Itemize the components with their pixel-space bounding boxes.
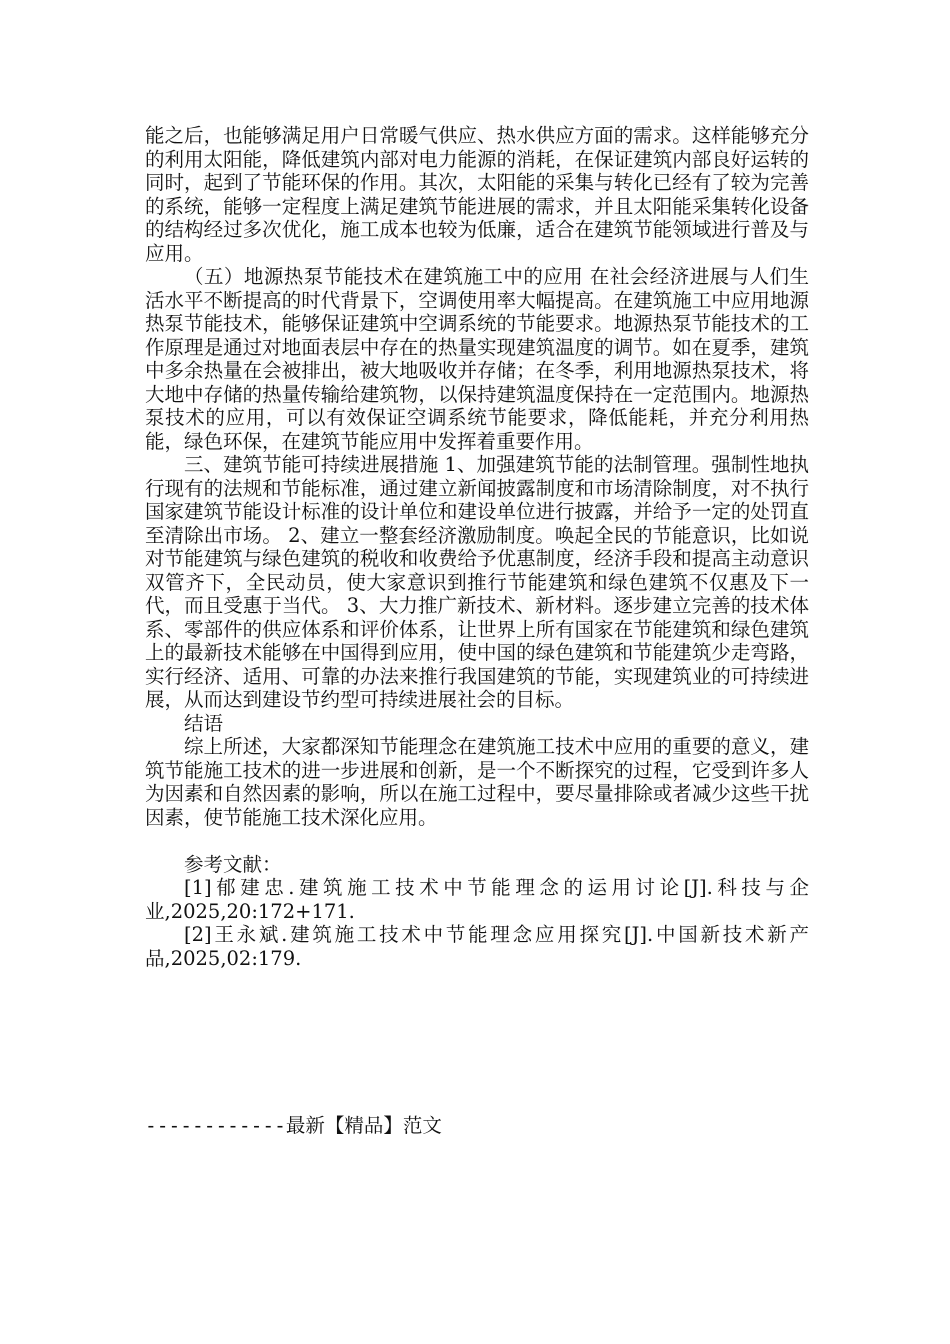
reference-item-2: [2]王永斌.建筑施工技术中节能理念应用探究[J].中国新技术新产品,2025,02:179. bbox=[145, 923, 809, 970]
document-page bbox=[145, 124, 809, 970]
conclusion-heading: 结语 bbox=[184, 711, 224, 735]
footer-line bbox=[145, 1114, 442, 1138]
body-paragraph-geothermal: （五）地源热泵节能技术在建筑施工中的应用 在社会经济进展与人们生活水平不断提高的时代背景下，空调使用率大幅提高。在建筑施工中应用地源热泵节能技术，能够保证建筑中空调系统的节能要求。地源热泵节能技术的工作原理是通过对地面表层中存在的热量实现建筑温度的调节。如在夏季，建筑中多余热量在会被排出，被大地吸收并存储；在冬季，利用地源热泵技术，将大地中存储的热量传输给建筑物，以保持建筑温度保持在一定范围内。地源热泵技术的应用，可以有效保证空调系统节能要求，降低能耗，并充分利用热能，绿色环保，在建筑节能应用中发挥着重要作用。 bbox=[145, 265, 809, 453]
body-paragraph-conclusion: 综上所述，大家都深知节能理念在建筑施工技术中应用的重要的意义，建筑节能施工技术的进一步进展和创新，是一个不断探究的过程，它受到许多人为因素和自然因素的影响，所以在施工过程中，要尽量排除或者减少这些干扰因素，使节能施工技术深化应用。 bbox=[145, 735, 809, 829]
body-paragraph-solar: 能之后，也能够满足用户日常暖气供应、热水供应方面的需求。这样能够充分的利用太阳能，降低建筑内部对电力能源的消耗，在保证建筑内部良好运转的同时，起到了节能环保的作用。其次，太阳能的采集与转化已经有了较为完善的系统，能够一定程度上满足建筑节能进展的需求，并且太阳能采集转化设备的结构经过多次优化，施工成本也较为低廉，适合在建筑节能领域进行普及与应用。 bbox=[145, 124, 809, 265]
reference-item-1: [1]郁建忠.建筑施工技术中节能理念的运用讨论[J].科技与企业,2025,20:172+171. bbox=[145, 876, 809, 923]
footer-dashes: ------------ bbox=[145, 1114, 286, 1137]
references-heading: 参考文献： bbox=[184, 852, 282, 876]
body-paragraph-measures: 三、建筑节能可持续进展措施 1、加强建筑节能的法制管理。强制性地执行现有的法规和节能标准，通过建立新闻披露制度和市场清除制度，对不执行国家建筑节能设计标准的设计单位和建设单位进行披露，并给予一定的处罚直至清除出市场。 2、建立一整套经济激励制度。唤起全民的节能意识，比如说对节能建筑与绿色建筑的税收和收费给予优惠制度，经济手段和提高主动意识双管齐下，全民动员，使大家意识到推行节能建筑和绿色建筑不仅惠及下一代，而且受惠于当代。 3、大力推广新技术、新材料。逐步建立完善的技术体系、零部件的供应体系和评价体系，让世界上所有国家在节能建筑和绿色建筑上的最新技术能够在中国得到应用，使中国的绿色建筑和节能建筑少走弯路，实行经济、适用、可靠的办法来推行我国建筑的节能，实现建筑业的可持续进展，从而达到建设节约型可持续进展社会的目标。 bbox=[145, 453, 809, 711]
blank-line bbox=[145, 829, 809, 853]
footer-label: 最新【精品】范文 bbox=[285, 1114, 442, 1137]
